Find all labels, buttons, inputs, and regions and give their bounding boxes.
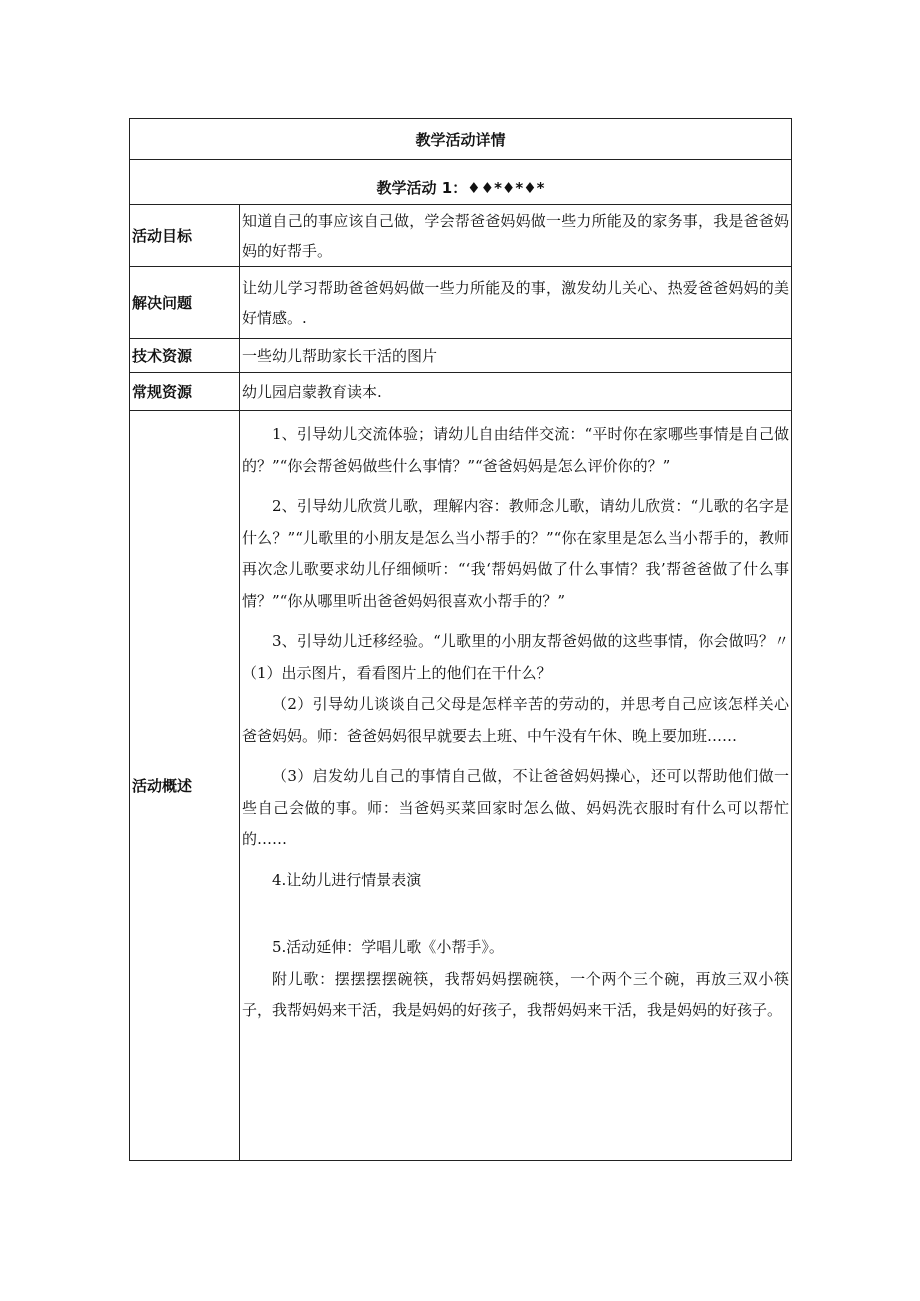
- overview-paragraph: 4.让幼儿进行情景表演: [272, 870, 422, 889]
- overview-paragraph: 3、引导幼儿迁移经验。“儿歌里的小朋友帮爸妈做的这些事情，你会做吗？〃 （1）出示图片，看看图片上的他们在干什么？: [242, 632, 820, 682]
- activity-heading-row: [130, 160, 792, 205]
- table-title: 教学活动详情: [130, 119, 792, 160]
- problem-text: 让幼儿学习帮助爸爸妈妈做一些力所能及的事，激发幼儿关心、热爱爸爸妈妈的美好情感。.: [240, 267, 792, 339]
- goal-text: 知道自己的事应该自己做，学会帮爸爸妈妈做一些力所能及的家务事，我是爸爸妈妈的好帮手。: [240, 205, 792, 267]
- regular-label: 常规资源: [130, 373, 240, 411]
- overview-paragraph: （3）启发幼儿自己的事情自己做，不让爸爸妈妈操心，还可以帮助他们做一些自己会做的事。师：当爸妈买菜回家时怎么做、妈妈洗衣服时有什么可以帮忙的……: [242, 767, 790, 848]
- goal-row: [130, 205, 792, 267]
- goal-label: 活动目标: [130, 205, 240, 267]
- overview-paragraph: 附儿歌：摆摆摆摆碗筷，我帮妈妈摆碗筷，一个两个三个碗，再放三双小筷子，我帮妈妈来干活，我是妈妈的好孩子，我帮妈妈来干活，我是妈妈的好孩子。: [242, 969, 790, 1019]
- overview-paragraph: 2、引导幼儿欣赏儿歌，理解内容：教师念儿歌，请幼儿欣赏：“儿歌的名字是什么？”“儿歌里的小朋友是怎么当小帮手的？”“你在家里是怎么当小帮手的，教师再次念儿歌要求幼儿仔细倾听：“‘我‘帮妈妈做了什么事情？我’帮爸爸做了什么事情？”“你从哪里听出爸爸妈妈很喜欢小帮手的？”: [242, 497, 790, 610]
- tech-row: [130, 339, 792, 373]
- overview-label: 活动概述: [130, 411, 240, 1161]
- overview-paragraph: （2）引导幼儿谈谈自己父母是怎样辛苦的劳动的，并思考自己应该怎样关心爸爸妈妈。师：爸爸妈妈很早就要去上班、中午没有午休、晚上要加班……: [242, 695, 790, 745]
- problem-row: [130, 267, 792, 339]
- regular-text: 幼儿园启蒙教育读本.: [240, 373, 792, 411]
- tech-text: 一些幼儿帮助家长干活的图片: [240, 339, 792, 373]
- tech-label: 技术资源: [130, 339, 240, 373]
- activity-heading: 教学活动 1：♦♦*♦*♦*: [130, 160, 792, 205]
- overview-row: [130, 411, 792, 1161]
- overview-paragraph: 5.活动延伸：学唱儿歌《小帮手》。: [272, 938, 504, 956]
- lesson-detail-table: [129, 118, 820, 1161]
- overview-paragraph: 1、引导幼儿交流体验；请幼儿自由结伴交流：“平时你在家哪些事情是自己做的？”“你会帮爸妈做些什么事情？”“爸爸妈妈是怎么评价你的？”: [242, 425, 790, 475]
- problem-label: 解决问题: [130, 267, 240, 339]
- title-row: [130, 119, 792, 160]
- overview-content: [240, 411, 820, 1161]
- regular-row: [130, 373, 792, 411]
